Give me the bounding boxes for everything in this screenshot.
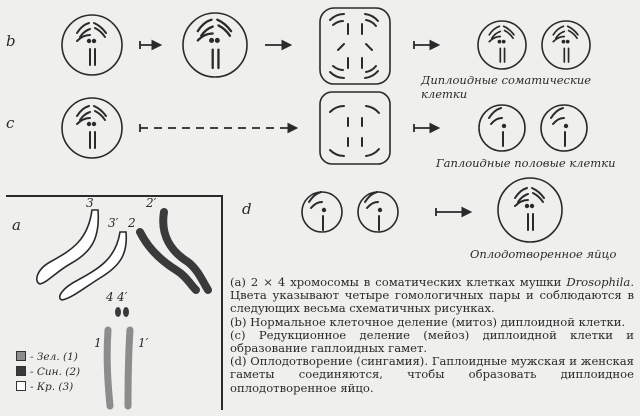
row-d-diagram	[302, 178, 562, 242]
num-1-prime: 1′	[138, 336, 149, 350]
arrow-d	[436, 208, 470, 216]
legend-item-green: - Зел. (1)	[16, 350, 80, 365]
cell-c-1	[62, 98, 122, 158]
num-1: 1	[94, 336, 102, 350]
caption-diploid-somatic: Диплоидные соматические клетки	[421, 73, 592, 101]
arrow-b-3	[414, 41, 438, 49]
cell-b-daughter-2	[542, 21, 590, 69]
chromosome-4-prime	[123, 307, 129, 317]
label-c: c	[6, 114, 15, 132]
arrow-c-2	[414, 124, 438, 132]
label-d: d	[242, 200, 252, 218]
description-a: (a) 2 × 4 хромосомы в соматических клетках мушки Drosophila. Цвета указывают четыре гомологичных пары и соблюдаются в следующих весьма схематичных рисунках.	[230, 275, 634, 316]
caption-haploid-sex: Гаплоидные половые клетки	[436, 156, 616, 170]
chromosome-1	[107, 330, 110, 406]
num-4-prime: 4′	[117, 290, 128, 304]
num-3: 3	[86, 196, 94, 210]
description-d: (d) Оплодотворение (сингамия). Гаплоидные мужская и женская гаметы соединяются, чтобы образовать диплоидное оплодотворенное яйцо.	[230, 354, 634, 395]
legend-swatch-blue	[16, 366, 26, 376]
num-4: 4	[106, 290, 114, 304]
cell-b-1	[62, 15, 122, 75]
label-a: a	[12, 216, 21, 234]
cell-b-2	[183, 13, 247, 77]
legend-swatch-red	[16, 381, 26, 391]
arrow-c-dashed	[140, 124, 296, 132]
num-2: 2	[128, 216, 136, 230]
legend-swatch-green	[16, 351, 26, 361]
color-legend	[16, 350, 80, 395]
figure-description	[230, 276, 634, 395]
chromosome-1-prime	[128, 330, 130, 406]
description-b: (b) Нормальное клеточное деление (митоз) диплоидной клетки.	[230, 314, 626, 329]
cell-d-zygote	[498, 178, 562, 242]
label-b: b	[6, 32, 16, 50]
legend-item-blue: - Син. (2)	[16, 365, 80, 380]
row-c-diagram	[62, 92, 587, 164]
num-2-prime: 2′	[146, 196, 157, 210]
arrow-b-1	[140, 41, 160, 49]
caption-fertilized-egg: Оплодотворенное яйцо	[470, 247, 617, 261]
legend-item-red: - Кр. (3)	[16, 380, 80, 395]
description-c: (c) Редукционное деление (мейоз) диплоидной клетки и образование гаплоидных гамет.	[230, 327, 634, 356]
chromosome-4	[115, 307, 121, 317]
cell-c-dividing	[320, 92, 390, 164]
num-3-prime: 3′	[108, 216, 119, 230]
cell-b-daughter-1	[478, 21, 526, 69]
